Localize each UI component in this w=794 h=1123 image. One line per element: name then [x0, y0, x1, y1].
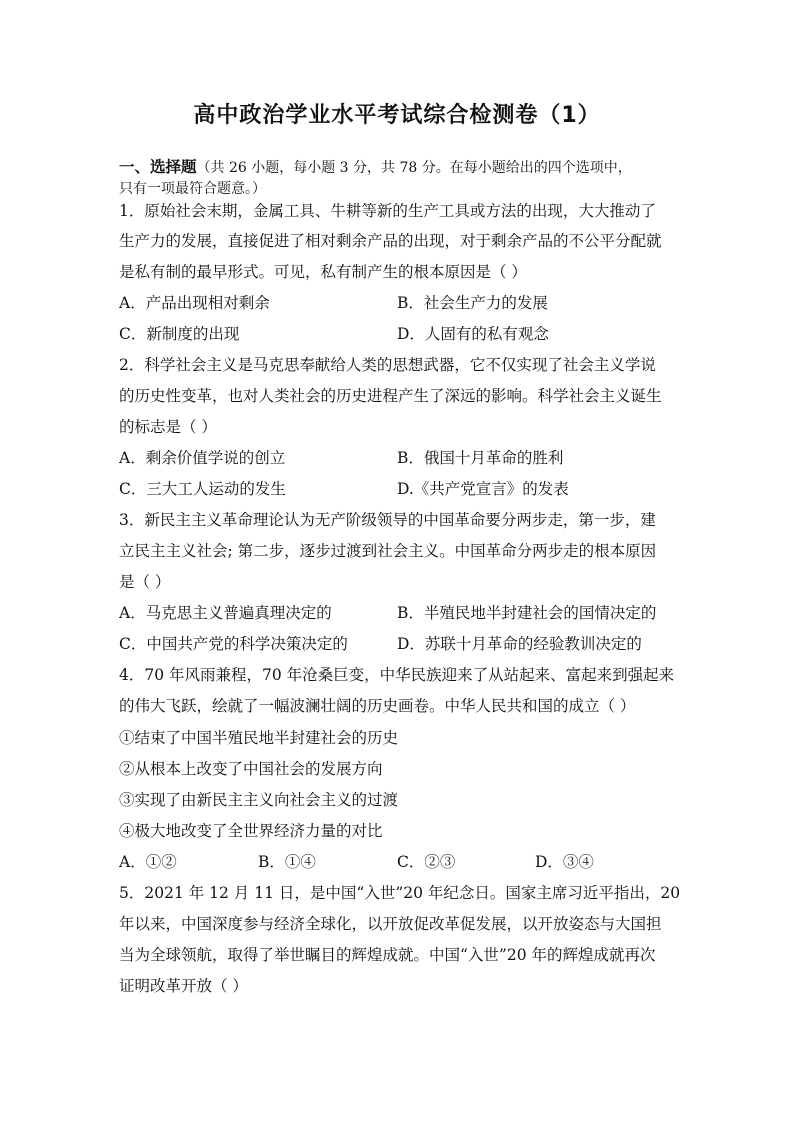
question-3-stem-line: 立民主主义社会; 第二步，逐步过渡到社会主义。中国革命分两步走的根本原因: [119, 542, 657, 560]
question-4-option-a: A．①②: [119, 853, 177, 871]
question-4-statement: ①结束了中国半殖民地半封建社会的历史: [119, 729, 399, 747]
question-4-option-b: B．①④: [258, 853, 316, 871]
question-4-stem-line: 4．70 年风雨兼程，70 年沧桑巨变，中华民族迎来了从站起来、富起来到强起来: [119, 666, 675, 684]
question-2-option-d: D.《共产党宣言》的发表: [397, 480, 569, 498]
question-4-stem-line: 的伟大飞跃，绘就了一幅波澜壮阔的历史画卷。中华人民共和国的成立（ ）: [119, 697, 636, 715]
section-header: [119, 156, 632, 179]
question-2-stem-line: 的历史性变革，也对人类社会的历史进程产生了深远的影响。科学社会主义诞生: [119, 387, 662, 405]
question-2-option-b: B．俄国十月革命的胜利: [397, 449, 564, 467]
question-4-option-d: D．③④: [535, 853, 594, 871]
question-3-stem-line: 3．新民主主义革命理论认为无产阶级领导的中国革命要分两步走，第一步，建: [119, 511, 656, 529]
question-3-option-d: D．苏联十月革命的经验教训决定的: [397, 635, 642, 653]
question-2-option-a: A．剩余价值学说的创立: [119, 449, 286, 467]
question-1-stem-line: 1．原始社会末期，金属工具、牛耕等新的生产工具或方法的出现，大大推动了: [119, 202, 656, 220]
section-heading: 一、选择题: [119, 158, 197, 176]
question-1-option-d: D．人固有的私有观念: [397, 325, 549, 343]
question-2-option-c: C．三大工人运动的发生: [119, 480, 286, 498]
question-5-stem-line: 5．2021 年 12 月 11 日，是中国“入世”20 年纪念日。国家主席习近平指出，20: [119, 884, 681, 902]
page-title: 高中政治学业水平考试综合检测卷（1）: [193, 103, 601, 128]
question-1-option-b: B．社会生产力的发展: [397, 294, 548, 312]
question-3-option-b: B．半殖民地半封建社会的国情决定的: [397, 604, 657, 622]
question-5-stem-line: 年以来，中国深度参与经济全球化，以开放促改革促发展，以开放姿态与大国担: [119, 915, 662, 933]
question-1-option-a: A．产品出现相对剩余: [119, 294, 270, 312]
question-4-statement: ②从根本上改变了中国社会的发展方向: [119, 760, 383, 778]
question-3-stem-line: 是（ ）: [119, 573, 171, 591]
question-5-stem-line: 证明改革开放（ ）: [119, 977, 248, 995]
question-2-stem-line: 的标志是（ ）: [119, 418, 217, 436]
question-4-option-c: C．②③: [397, 853, 456, 871]
question-5-stem-line: 当为全球领航，取得了举世瞩目的辉煌成就。中国“入世”20 年的辉煌成就再次: [119, 946, 656, 964]
section-instruction: （共 26 小题，每小题 3 分，共 78 分。在每小题给出的四个选项中，: [196, 160, 632, 176]
question-3-option-a: A．马克思主义普遍真理决定的: [119, 604, 332, 622]
question-1-option-c: C．新制度的出现: [119, 325, 240, 343]
question-3-option-c: C．中国共产党的科学决策决定的: [119, 635, 348, 653]
question-4-statement: ③实现了由新民主主义向社会主义的过渡: [119, 791, 399, 809]
question-1-stem-line: 生产力的发展，直接促进了相对剩余产品的出现，对于剩余产品的不公平分配就: [119, 232, 662, 250]
question-1-stem-line: 是私有制的最早形式。可见，私有制产生的根本原因是（ ）: [119, 263, 527, 281]
section-instruction-cont: 只有一项最符合题意。）: [119, 181, 266, 197]
question-4-statement: ④极大地改变了全世界经济力量的对比: [119, 822, 383, 840]
question-2-stem-line: 2．科学社会主义是马克思奉献给人类的思想武器，它不仅实现了社会主义学说: [119, 356, 656, 374]
